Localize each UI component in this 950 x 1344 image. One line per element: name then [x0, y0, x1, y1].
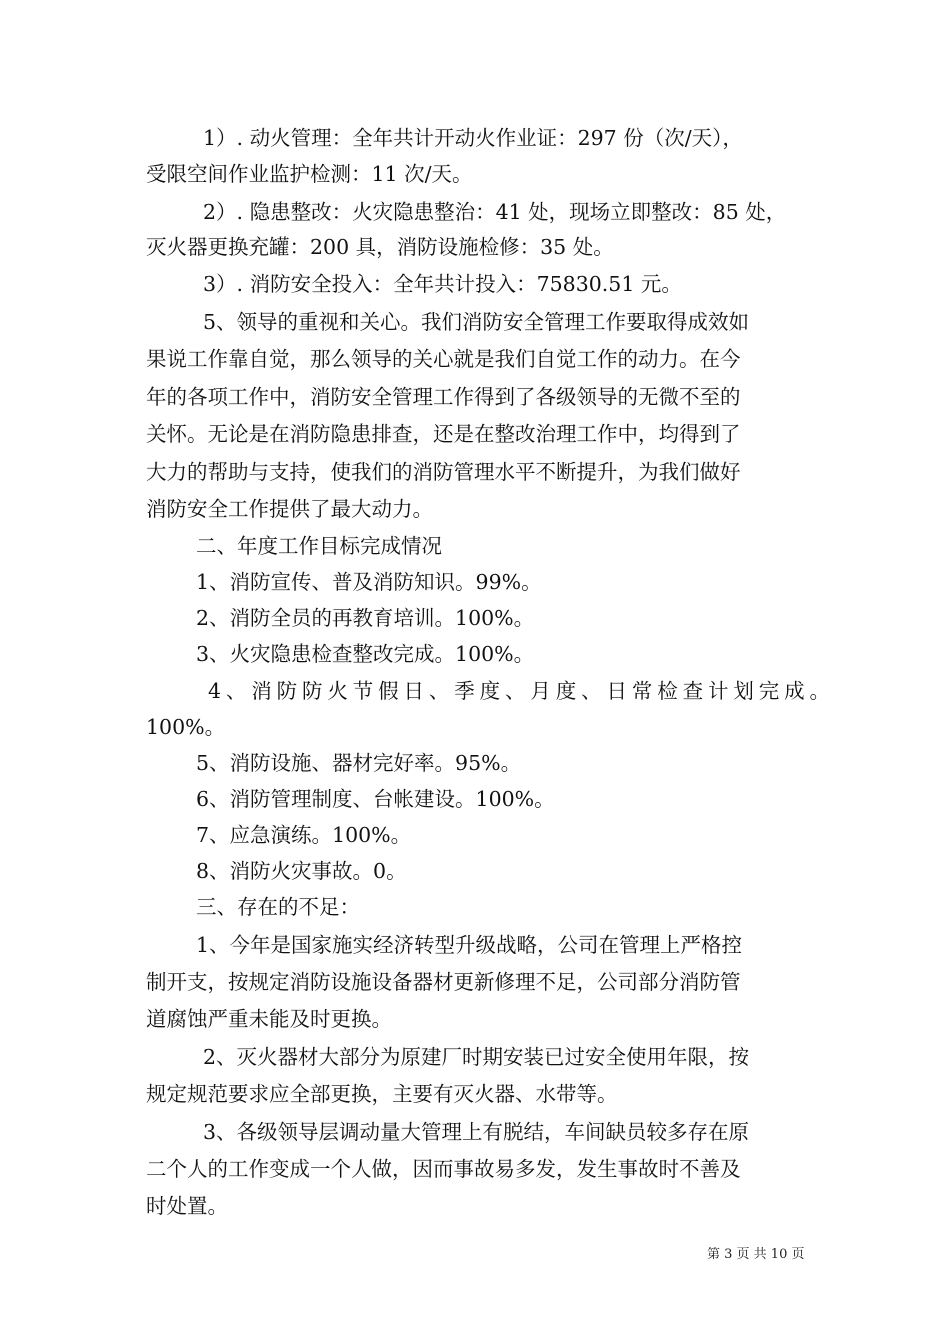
text-line: 道腐蚀严重未能及时更换。 [146, 1007, 392, 1031]
page-footer: 第 3 页 共 10 页 [707, 1247, 805, 1262]
text-line: 3、各级领导层调动量大管理上有脱结，车间缺员较多存在原 [203, 1120, 750, 1144]
list-item: 3、火灾隐患检查整改完成。100%。 [196, 642, 535, 666]
list-item: 2、消防全员的再教育培训。100%。 [196, 606, 535, 630]
text-line: 规定规范要求应全部更换，主要有灭火器、水带等。 [146, 1082, 618, 1106]
section-heading: 二、年度工作目标完成情况 [196, 534, 442, 558]
text-line: 1、今年是国家施实经济转型升级战略，公司在管理上严格控 [196, 933, 743, 957]
list-item: 8、消防火灾事故。0。 [196, 859, 407, 883]
text-line: 2）. 隐患整改：火灾隐患整治：41 处，现场立即整改：85 处， [203, 200, 787, 224]
list-item: 6、消防管理制度、台帐建设。100%。 [196, 787, 555, 811]
text-line: 受限空间作业监护检测：11 次/天。 [146, 162, 473, 186]
text-line: 大力的帮助与支持，使我们的消防管理水平不断提升，为我们做好 [146, 460, 741, 484]
text-line: 关怀。无论是在消防隐患排查，还是在整改治理工作中，均得到了 [146, 422, 741, 446]
list-item: 7、应急演练。100%。 [196, 823, 412, 847]
text-line: 果说工作靠自觉，那么领导的关心就是我们自觉工作的动力。在今 [146, 347, 741, 371]
section-heading: 三、存在的不足： [196, 895, 360, 919]
text-line: 年的各项工作中，消防安全管理工作得到了各级领导的无微不至的 [146, 385, 741, 409]
list-item: 4、消防防火节假日、季度、月度、日常检查计划完成。 [208, 679, 830, 703]
text-line: 2、灭火器材大部分为原建厂时期安装已过安全使用年限，按 [203, 1045, 750, 1069]
text-line: 制开支，按规定消防设施设备器材更新修理不足，公司部分消防管 [146, 970, 741, 994]
list-item: 5、消防设施、器材完好率。95%。 [196, 751, 522, 775]
text-line: 时处置。 [146, 1194, 228, 1218]
text-line: 灭火器更换充罐：200 具，消防设施检修：35 处。 [146, 235, 614, 259]
text-line: 1）. 动火管理：全年共计开动火作业证：297 份（次/天）， [203, 126, 743, 150]
text-line: 5、领导的重视和关心。我们消防安全管理工作要取得成效如 [203, 310, 750, 334]
text-line: 3）. 消防安全投入：全年共计投入：75830.51 元。 [203, 272, 682, 296]
list-item: 1、消防宣传、普及消防知识。99%。 [196, 570, 542, 594]
text-line: 消防安全工作提供了最大动力。 [146, 497, 433, 521]
text-line: 二个人的工作变成一个人做，因而事故易多发，发生事故时不善及 [146, 1157, 741, 1181]
text-line: 100%。 [146, 715, 226, 739]
